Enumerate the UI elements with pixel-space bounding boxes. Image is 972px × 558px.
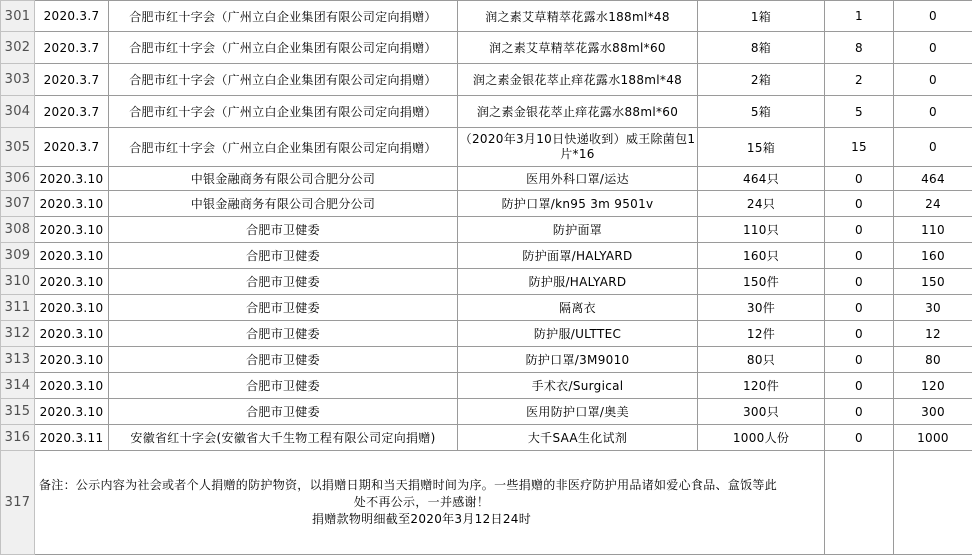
cell-count-b[interactable]: 120: [894, 373, 972, 399]
cell-count-a[interactable]: 0: [825, 347, 894, 373]
cell-count-b[interactable]: 0: [894, 32, 972, 64]
empty-cell[interactable]: [894, 451, 972, 555]
row-header[interactable]: 311: [1, 295, 35, 321]
cell-count-a[interactable]: 0: [825, 243, 894, 269]
cell-quantity[interactable]: 24只: [698, 191, 825, 217]
cell-quantity[interactable]: 150件: [698, 269, 825, 295]
cell-item[interactable]: （2020年3月10日快递收到）威王除菌包1片*16: [458, 128, 698, 167]
table-row: [1, 243, 972, 269]
cell-date[interactable]: 2020.3.10: [35, 243, 109, 269]
table-row: [1, 1, 972, 32]
cell-count-a[interactable]: 0: [825, 167, 894, 191]
cell-date[interactable]: 2020.3.7: [35, 96, 109, 128]
cell-item[interactable]: 防护面罩/HALYARD: [458, 243, 698, 269]
row-header[interactable]: 304: [1, 96, 35, 128]
cell-date[interactable]: 2020.3.7: [35, 32, 109, 64]
cell-item[interactable]: 手术衣/Surgical: [458, 373, 698, 399]
cell-quantity[interactable]: 8箱: [698, 32, 825, 64]
cell-count-b[interactable]: 1000: [894, 425, 972, 451]
cell-donor[interactable]: 合肥市卫健委: [109, 347, 458, 373]
cell-count-b[interactable]: 0: [894, 1, 972, 32]
cell-count-a[interactable]: 0: [825, 217, 894, 243]
cell-count-b[interactable]: 0: [894, 64, 972, 96]
cell-quantity[interactable]: 80只: [698, 347, 825, 373]
cell-count-b[interactable]: 300: [894, 399, 972, 425]
cell-count-a[interactable]: 8: [825, 32, 894, 64]
cell-quantity[interactable]: 1000人份: [698, 425, 825, 451]
table-row: [1, 32, 972, 64]
cell-quantity[interactable]: 464只: [698, 167, 825, 191]
cell-donor[interactable]: 合肥市卫健委: [109, 399, 458, 425]
cell-donor[interactable]: 合肥市红十字会（广州立白企业集团有限公司定向捐赠）: [109, 32, 458, 64]
cell-count-a[interactable]: 0: [825, 399, 894, 425]
cell-count-a[interactable]: 0: [825, 373, 894, 399]
cell-donor[interactable]: 中银金融商务有限公司合肥分公司: [109, 191, 458, 217]
row-header[interactable]: 313: [1, 347, 35, 373]
cell-count-a[interactable]: 0: [825, 295, 894, 321]
cell-donor[interactable]: 合肥市红十字会（广州立白企业集团有限公司定向捐赠）: [109, 1, 458, 32]
table-row: [1, 373, 972, 399]
cell-donor[interactable]: 合肥市卫健委: [109, 321, 458, 347]
cell-date[interactable]: 2020.3.7: [35, 1, 109, 32]
note-line: 捐赠款物明细截至2020年3月12日24时: [311, 512, 531, 526]
cell-quantity[interactable]: 300只: [698, 399, 825, 425]
cell-count-a[interactable]: 0: [825, 269, 894, 295]
cell-item[interactable]: 防护服/ULTTEC: [458, 321, 698, 347]
cell-donor[interactable]: 合肥市红十字会（广州立白企业集团有限公司定向捐赠）: [109, 128, 458, 167]
table-row: [1, 167, 972, 191]
cell-donor[interactable]: 合肥市红十字会（广州立白企业集团有限公司定向捐赠）: [109, 96, 458, 128]
cell-quantity[interactable]: 2箱: [698, 64, 825, 96]
cell-item[interactable]: 大千SAA生化试剂: [458, 425, 698, 451]
table-row: [1, 64, 972, 96]
cell-count-a[interactable]: 5: [825, 96, 894, 128]
note-cell[interactable]: [35, 451, 825, 555]
table-row: [1, 217, 972, 243]
cell-quantity[interactable]: 15箱: [698, 128, 825, 167]
cell-count-b[interactable]: 12: [894, 321, 972, 347]
cell-donor[interactable]: 合肥市卫健委: [109, 217, 458, 243]
cell-item[interactable]: 医用防护口罩/奥美: [458, 399, 698, 425]
cell-donor[interactable]: 合肥市红十字会（广州立白企业集团有限公司定向捐赠）: [109, 64, 458, 96]
row-header[interactable]: 308: [1, 217, 35, 243]
cell-date[interactable]: 2020.3.10: [35, 167, 109, 191]
table-row: [1, 399, 972, 425]
table-row: [1, 347, 972, 373]
row-header[interactable]: 303: [1, 64, 35, 96]
cell-item[interactable]: 润之素金银花萃止痒花露水88ml*60: [458, 96, 698, 128]
table-row-note: [1, 451, 972, 555]
row-header[interactable]: 316: [1, 425, 35, 451]
cell-date[interactable]: 2020.3.7: [35, 128, 109, 167]
cell-date[interactable]: 2020.3.10: [35, 217, 109, 243]
cell-count-b[interactable]: 160: [894, 243, 972, 269]
cell-count-b[interactable]: 24: [894, 191, 972, 217]
cell-date[interactable]: 2020.3.10: [35, 295, 109, 321]
cell-item[interactable]: 润之素艾草精萃花露水188ml*48: [458, 1, 698, 32]
cell-date[interactable]: 2020.3.10: [35, 191, 109, 217]
cell-count-a[interactable]: 0: [825, 321, 894, 347]
cell-donor[interactable]: 合肥市卫健委: [109, 269, 458, 295]
cell-quantity[interactable]: 1箱: [698, 1, 825, 32]
cell-count-b[interactable]: 0: [894, 128, 972, 167]
cell-item[interactable]: 防护服/HALYARD: [458, 269, 698, 295]
note-line: 处不再公示，一并感谢！: [353, 495, 490, 509]
cell-count-a[interactable]: 0: [825, 191, 894, 217]
table-body: [1, 1, 972, 555]
cell-count-b[interactable]: 110: [894, 217, 972, 243]
cell-count-b[interactable]: 464: [894, 167, 972, 191]
table-row: [1, 295, 972, 321]
row-header[interactable]: 309: [1, 243, 35, 269]
row-header[interactable]: 301: [1, 1, 35, 32]
cell-count-b[interactable]: 30: [894, 295, 972, 321]
cell-count-a[interactable]: 2: [825, 64, 894, 96]
cell-item[interactable]: 润之素艾草精萃花露水88ml*60: [458, 32, 698, 64]
cell-date[interactable]: 2020.3.10: [35, 399, 109, 425]
cell-count-b[interactable]: 0: [894, 96, 972, 128]
cell-item[interactable]: 防护面罩: [458, 217, 698, 243]
cell-count-b[interactable]: 80: [894, 347, 972, 373]
table-row: [1, 269, 972, 295]
table-row: [1, 128, 972, 167]
cell-quantity[interactable]: 120件: [698, 373, 825, 399]
empty-cell[interactable]: [825, 451, 894, 555]
cell-date[interactable]: 2020.3.11: [35, 425, 109, 451]
cell-date[interactable]: 2020.3.7: [35, 64, 109, 96]
row-header[interactable]: 302: [1, 32, 35, 64]
cell-item[interactable]: 医用外科口罩/运达: [458, 167, 698, 191]
cell-count-a[interactable]: 1: [825, 1, 894, 32]
cell-quantity[interactable]: 30件: [698, 295, 825, 321]
table-row: [1, 96, 972, 128]
cell-donor[interactable]: 合肥市卫健委: [109, 373, 458, 399]
cell-donor[interactable]: 合肥市卫健委: [109, 295, 458, 321]
cell-date[interactable]: 2020.3.10: [35, 321, 109, 347]
row-header[interactable]: 314: [1, 373, 35, 399]
cell-donor[interactable]: 安徽省红十字会(安徽省大千生物工程有限公司定向捐赠): [109, 425, 458, 451]
cell-item[interactable]: 防护口罩/kn95 3m 9501v: [458, 191, 698, 217]
row-header[interactable]: 312: [1, 321, 35, 347]
cell-count-a[interactable]: 15: [825, 128, 894, 167]
row-header[interactable]: 310: [1, 269, 35, 295]
cell-item[interactable]: 润之素金银花萃止痒花露水188ml*48: [458, 64, 698, 96]
table-row: [1, 191, 972, 217]
row-header[interactable]: 306: [1, 167, 35, 191]
cell-donor[interactable]: 合肥市卫健委: [109, 243, 458, 269]
table-row: [1, 321, 972, 347]
cell-donor[interactable]: 中银金融商务有限公司合肥分公司: [109, 167, 458, 191]
cell-count-b[interactable]: 150: [894, 269, 972, 295]
cell-date[interactable]: 2020.3.10: [35, 347, 109, 373]
cell-count-a[interactable]: 0: [825, 425, 894, 451]
cell-quantity[interactable]: 12件: [698, 321, 825, 347]
row-header[interactable]: 307: [1, 191, 35, 217]
row-header[interactable]: 317: [1, 451, 35, 555]
note-line: 备注：公示内容为社会或者个人捐赠的防护物资，以捐赠日期和当天捐赠时间为序。一些捐赠的非医疗防护用品诸如爱心食品、盒饭等此: [39, 478, 778, 492]
cell-item[interactable]: 防护口罩/3M9010: [458, 347, 698, 373]
table-row: [1, 425, 972, 451]
row-header[interactable]: 315: [1, 399, 35, 425]
cell-quantity[interactable]: 5箱: [698, 96, 825, 128]
row-header[interactable]: 305: [1, 128, 35, 167]
cell-quantity[interactable]: 160只: [698, 243, 825, 269]
cell-date[interactable]: 2020.3.10: [35, 373, 109, 399]
cell-item[interactable]: 隔离衣: [458, 295, 698, 321]
cell-date[interactable]: 2020.3.10: [35, 269, 109, 295]
cell-quantity[interactable]: 110只: [698, 217, 825, 243]
